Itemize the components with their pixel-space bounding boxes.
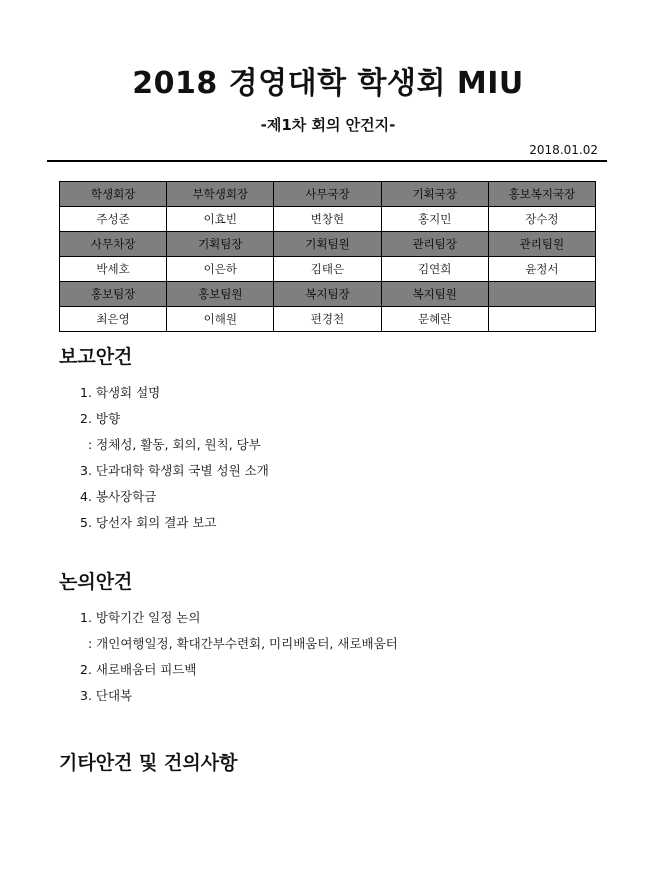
agenda-sub-item: : 개인여행일정, 확대간부수련회, 미리배움터, 새로배움터 xyxy=(88,636,398,651)
section-heading: 논의안건 xyxy=(59,571,133,593)
agenda-item: 3. 단과대학 학생회 국별 성원 소개 xyxy=(80,463,269,478)
roster-role-cell: 홍보복지국장 xyxy=(488,182,595,207)
roster-role-cell: 사무차장 xyxy=(60,232,167,257)
document-date: 2018.01.02 xyxy=(529,143,598,157)
roster-name-row xyxy=(60,307,596,332)
roster-role-cell: 기획팀장 xyxy=(167,232,274,257)
agenda-item: 4. 봉사장학금 xyxy=(80,489,157,504)
agenda-list xyxy=(59,380,599,536)
roster-name-cell: 주성준 xyxy=(60,207,167,232)
roster-name-cell: 편경천 xyxy=(274,307,381,332)
document-subtitle: -제1차 회의 안건지- xyxy=(260,116,396,134)
roster-name-cell: 최은영 xyxy=(60,307,167,332)
roster-role-cell: 기획팀원 xyxy=(274,232,381,257)
roster-role-cell: 복지팀원 xyxy=(381,282,488,307)
roster-name-cell: 문혜란 xyxy=(381,307,488,332)
agenda-item: 3. 단대복 xyxy=(80,688,133,703)
roster-role-row xyxy=(60,282,596,307)
agenda-sub-item: : 정체성, 활동, 회의, 원칙, 당부 xyxy=(88,437,261,452)
agenda-item: 2. 새로배움터 피드백 xyxy=(80,662,197,677)
roster-role-cell: 기획국장 xyxy=(381,182,488,207)
agenda-item: 2. 방향 xyxy=(80,411,121,426)
roster-name-cell: 변창현 xyxy=(274,207,381,232)
roster-role-cell: 관리팀장 xyxy=(381,232,488,257)
agenda-list xyxy=(59,605,599,709)
roster-name-cell: 장수정 xyxy=(488,207,595,232)
roster-role-cell: 관리팀원 xyxy=(488,232,595,257)
roster-role-cell: 학생회장 xyxy=(60,182,167,207)
roster-role-row xyxy=(60,182,596,207)
roster-role-row xyxy=(60,232,596,257)
section-heading: 기타안건 및 건의사항 xyxy=(59,752,238,774)
section-other-agenda xyxy=(59,750,599,776)
agenda-item: 5. 당선자 회의 결과 보고 xyxy=(80,515,217,530)
document-title: 2018 경영대학 학생회 MIU xyxy=(132,66,524,101)
roster-name-cell: 홍지민 xyxy=(381,207,488,232)
roster-role-cell: 부학생회장 xyxy=(167,182,274,207)
roster-role-cell: 사무국장 xyxy=(274,182,381,207)
agenda-item: 1. 방학기간 일정 논의 xyxy=(80,610,201,625)
roster-name-cell: 윤정서 xyxy=(488,257,595,282)
roster-name-cell: 박세호 xyxy=(60,257,167,282)
agenda-item: 1. 학생회 설명 xyxy=(80,385,161,400)
roster-name-cell: 이은하 xyxy=(167,257,274,282)
council-roster-table xyxy=(59,181,596,332)
roster-name-cell: 이효빈 xyxy=(167,207,274,232)
roster-name-cell: 이해원 xyxy=(167,307,274,332)
roster-name-row xyxy=(60,207,596,232)
roster-role-cell: 홍보팀원 xyxy=(167,282,274,307)
roster-name-cell: 김연희 xyxy=(381,257,488,282)
section-discussion-agenda xyxy=(59,569,599,709)
section-report-agenda xyxy=(59,344,599,536)
roster-name-cell: 김태은 xyxy=(274,257,381,282)
roster-role-cell xyxy=(488,282,595,307)
header-divider xyxy=(47,160,607,162)
roster-role-cell: 홍보팀장 xyxy=(60,282,167,307)
roster-name-cell xyxy=(488,307,595,332)
roster-role-cell: 복지팀장 xyxy=(274,282,381,307)
roster-name-row xyxy=(60,257,596,282)
section-heading: 보고안건 xyxy=(59,346,133,368)
